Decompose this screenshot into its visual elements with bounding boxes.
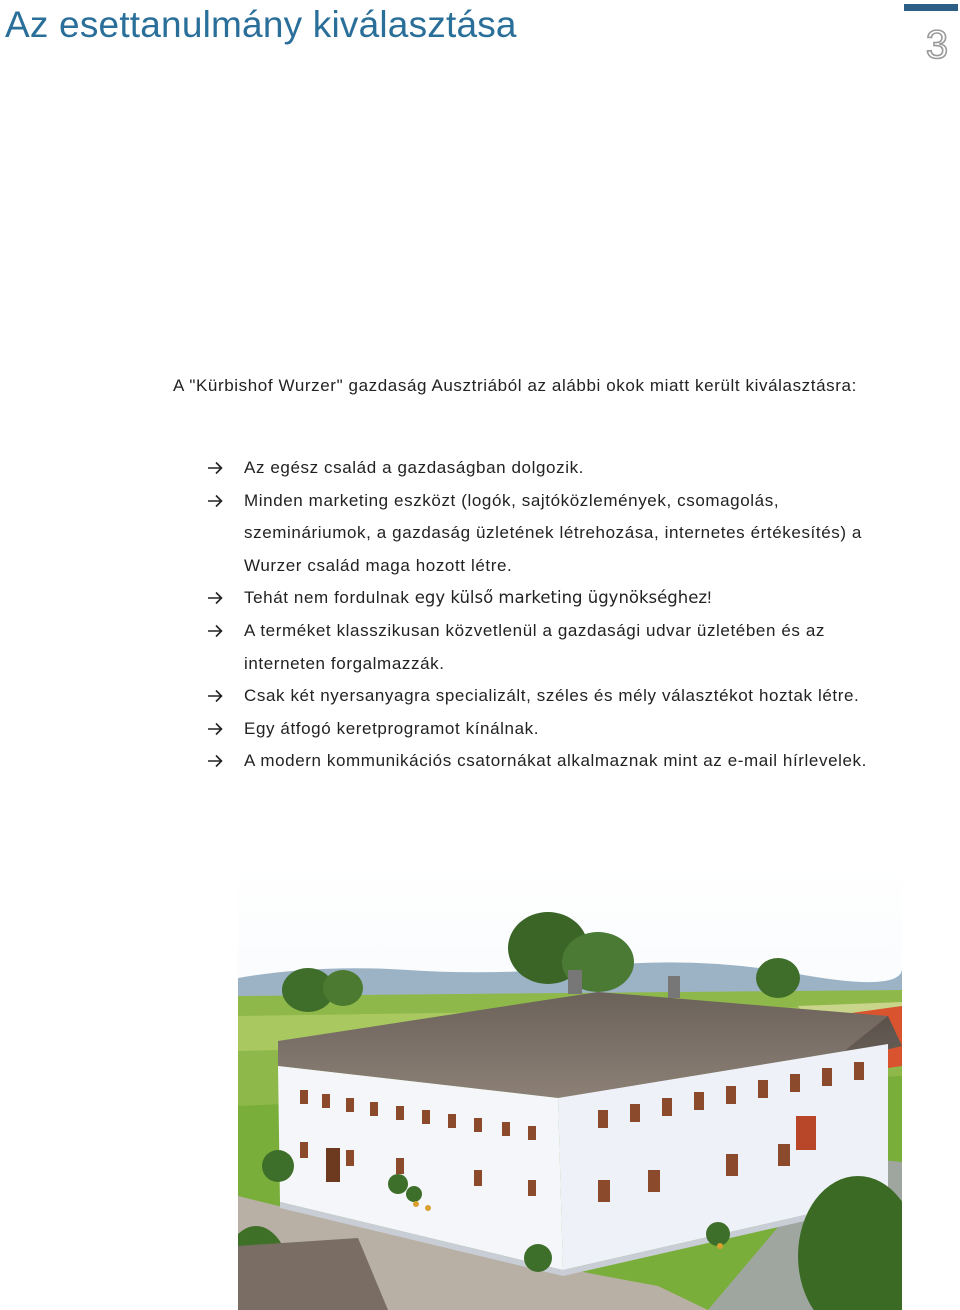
arrow-right-icon	[205, 615, 225, 647]
reason-list	[205, 452, 905, 778]
list-item	[205, 713, 905, 746]
farmhouse-illustration	[238, 866, 902, 1310]
list-item-text-pre: Tehát nem fordulnak	[244, 588, 415, 608]
list-item-text	[244, 588, 712, 607]
list-item-text: Csak két nyersanyagra specializált, széles és mély választékot hoztak létre.	[244, 686, 860, 706]
list-item-text: A modern kommunikációs csatornákat alkalmaznak mint az e-mail hírlevelek.	[244, 751, 867, 771]
page-title: Az esettanulmány kiválasztása	[5, 4, 517, 45]
list-item	[205, 485, 905, 583]
list-item-text: Egy átfogó keretprogramot kínálnak.	[244, 718, 540, 738]
list-item-text: Az egész család a gazdaságban dolgozik.	[244, 458, 584, 477]
list-item	[205, 582, 905, 615]
list-item-text: Minden marketing eszközt (logók, sajtóközlemények, csomagolás, szemináriumok, a gazdaság üzletének létrehozása, internetes értékesítés) a Wurzer család maga hozott létre.	[244, 490, 862, 575]
list-item-text: A terméket klasszikusan közvetlenül a gazdasági udvar üzletében és az interneten forgalmazzák.	[244, 620, 825, 673]
emphasized-phrase: egy külső marketing ügynökséghez	[414, 588, 708, 608]
intro-paragraph: A "Kürbishof Wurzer" gazdaság Ausztriából az alábbi okok miatt került kiválasztásra:	[173, 376, 857, 395]
list-item	[205, 680, 905, 713]
arrow-right-icon	[205, 713, 225, 745]
farmhouse-photo	[238, 866, 902, 1310]
arrow-right-icon	[205, 745, 225, 777]
list-item-text-post: !	[707, 588, 713, 608]
corner-accent-bar	[904, 4, 958, 11]
list-item	[205, 452, 905, 485]
page-number-badge	[914, 24, 960, 64]
arrow-right-icon	[205, 680, 225, 712]
list-item	[205, 615, 905, 680]
arrow-right-icon	[205, 485, 225, 517]
page-number: 3	[925, 24, 949, 64]
arrow-right-icon	[205, 582, 225, 614]
list-item	[205, 745, 905, 778]
arrow-right-icon	[205, 452, 225, 484]
